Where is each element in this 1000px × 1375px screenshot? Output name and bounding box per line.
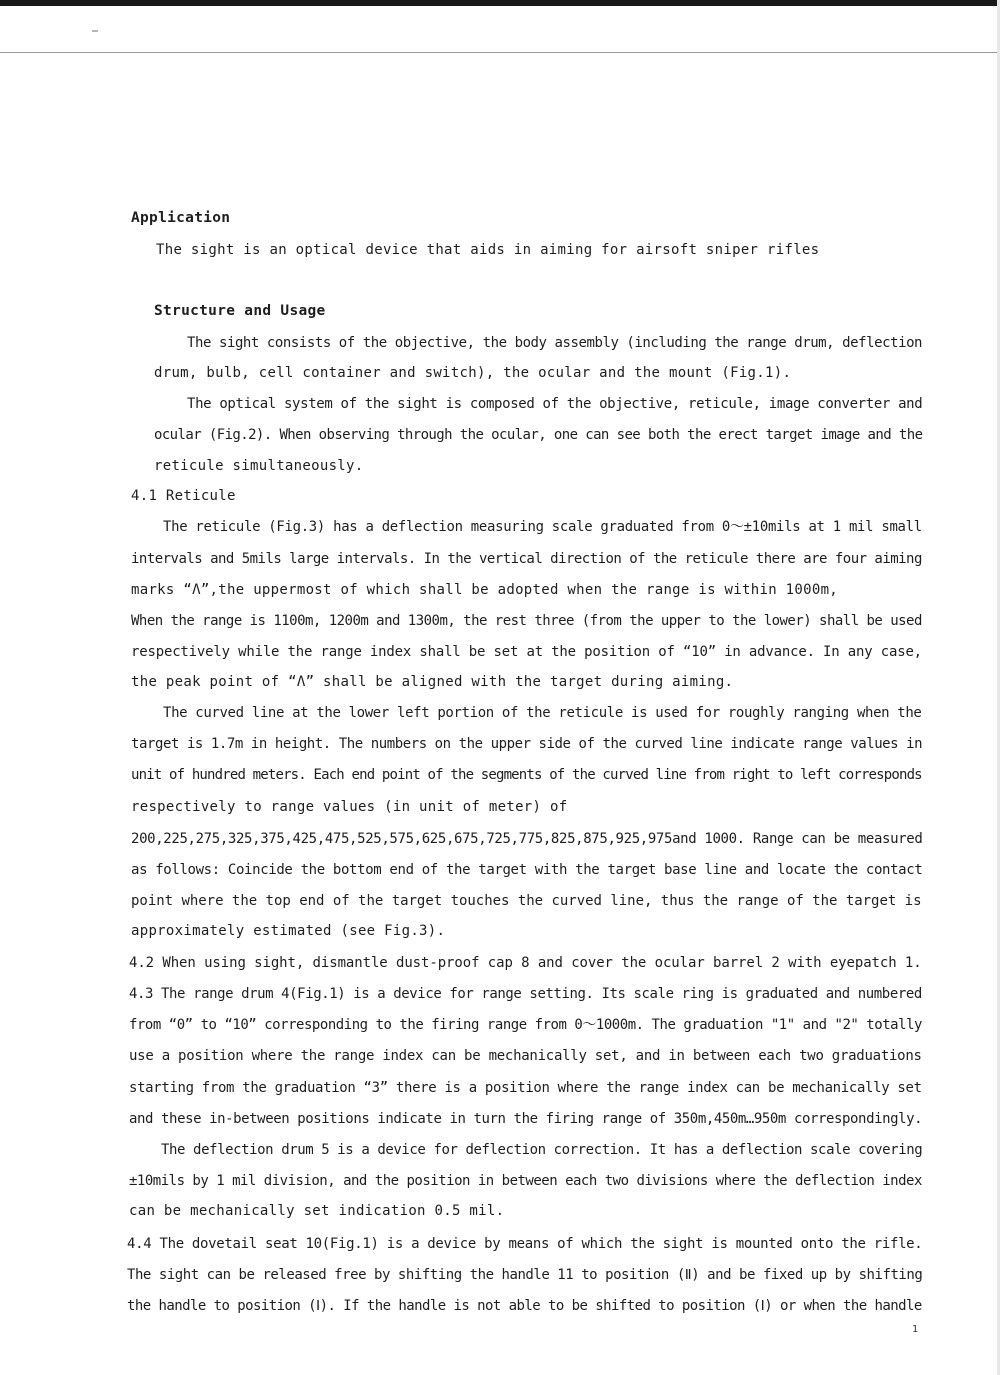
application-text: The sight is an optical device that aids in aiming for airsoft sniper rifles (156, 242, 820, 258)
paragraph-line: from “0” to “10” corresponding to the firing range from 0～1000m. The graduation "1" and "2" totally (129, 1017, 922, 1033)
paragraph-line: the peak point of “Λ” shall be aligned with the target during aiming. (131, 674, 734, 690)
page-number: 1 (912, 1324, 919, 1335)
paragraph-line: respectively while the range index shall be set at the position of “10” in advance. In any case, (131, 644, 922, 660)
paragraph-line: drum, bulb, cell container and switch), the ocular and the mount (Fig.1). (154, 365, 792, 381)
paragraph-line: When the range is 1100m, 1200m and 1300m, the rest three (from the upper to the lower) shall be used (131, 613, 922, 629)
paragraph-line: The deflection drum 5 is a device for deflection correction. It has a deflection scale covering (161, 1142, 923, 1158)
paragraph-line: The sight consists of the objective, the body assembly (including the range drum, deflection (187, 335, 923, 351)
paragraph-line: intervals and 5mils large intervals. In the vertical direction of the reticule there are four aiming (131, 551, 922, 567)
paragraph-line: ±10mils by 1 mil division, and the position in between each two divisions where the deflection index (129, 1173, 922, 1189)
paragraph-line: as follows: Coincide the bottom end of the target with the target base line and locate the contact (131, 862, 923, 878)
paragraph-line: respectively to range values (in unit of meter) of (131, 799, 568, 815)
paragraph-line: 200,225,275,325,375,425,475,525,575,625,675,725,775,825,875,925,975and 1000. Range can be measured (131, 831, 923, 847)
paragraph-line: can be mechanically set indication 0.5 mil. (129, 1203, 505, 1219)
paragraph-line: The reticule (Fig.3) has a deflection measuring scale graduated from 0～±10mils at 1 mil small (163, 519, 922, 535)
paragraph-line: marks “Λ”,the uppermost of which shall be adopted when the range is within 1000m, (131, 582, 839, 598)
section-4-4: 4.4 The dovetail seat 10(Fig.1) is a device by means of which the sight is mounted onto the rifle. (127, 1236, 923, 1252)
paragraph-line: The sight can be released free by shifting the handle 11 to position (Ⅱ) and be fixed up by shifting (127, 1267, 923, 1283)
paragraph-line: use a position where the range index can be mechanically set, and in between each two graduations (129, 1048, 922, 1064)
section-4-3: 4.3 The range drum 4(Fig.1) is a device for range setting. Its scale ring is graduated and numbered (129, 986, 922, 1002)
paragraph-line: starting from the graduation “3” there is a position where the range index can be mechanically set (129, 1080, 922, 1096)
paragraph-line: reticule simultaneously. (154, 458, 364, 474)
paragraph-line: The curved line at the lower left portion of the reticule is used for roughly ranging when the (163, 705, 922, 721)
paragraph-line: point where the top end of the target touches the curved line, thus the range of the target is (131, 893, 922, 909)
application-heading: Application (131, 210, 231, 226)
paragraph-line: The optical system of the sight is composed of the objective, reticule, image converter and (187, 396, 923, 412)
scan-fold-line (0, 52, 1000, 53)
section-heading-4-1: 4.1 Reticule (131, 488, 236, 504)
scan-speck (92, 30, 98, 32)
paragraph-line: unit of hundred meters. Each end point of the segments of the curved line from right to left corresponds (131, 767, 922, 783)
paragraph-line: and these in-between positions indicate in turn the firing range of 350m,450m…950m correspondingly. (129, 1111, 923, 1127)
paragraph-line: ocular (Fig.2). When observing through the ocular, one can see both the erect target image and the (154, 427, 923, 443)
section-4-2: 4.2 When using sight, dismantle dust-proof cap 8 and cover the ocular barrel 2 with eyepatch 1. (129, 955, 922, 971)
paragraph-line: approximately estimated (see Fig.3). (131, 923, 446, 939)
paragraph-line: the handle to position (Ⅰ). If the handle is not able to be shifted to position (Ⅰ) or when the handle (127, 1298, 922, 1314)
structure-heading: Structure and Usage (154, 303, 326, 319)
paragraph-line: target is 1.7m in height. The numbers on the upper side of the curved line indicate range values in (131, 736, 923, 752)
scan-top-edge (0, 0, 1000, 6)
